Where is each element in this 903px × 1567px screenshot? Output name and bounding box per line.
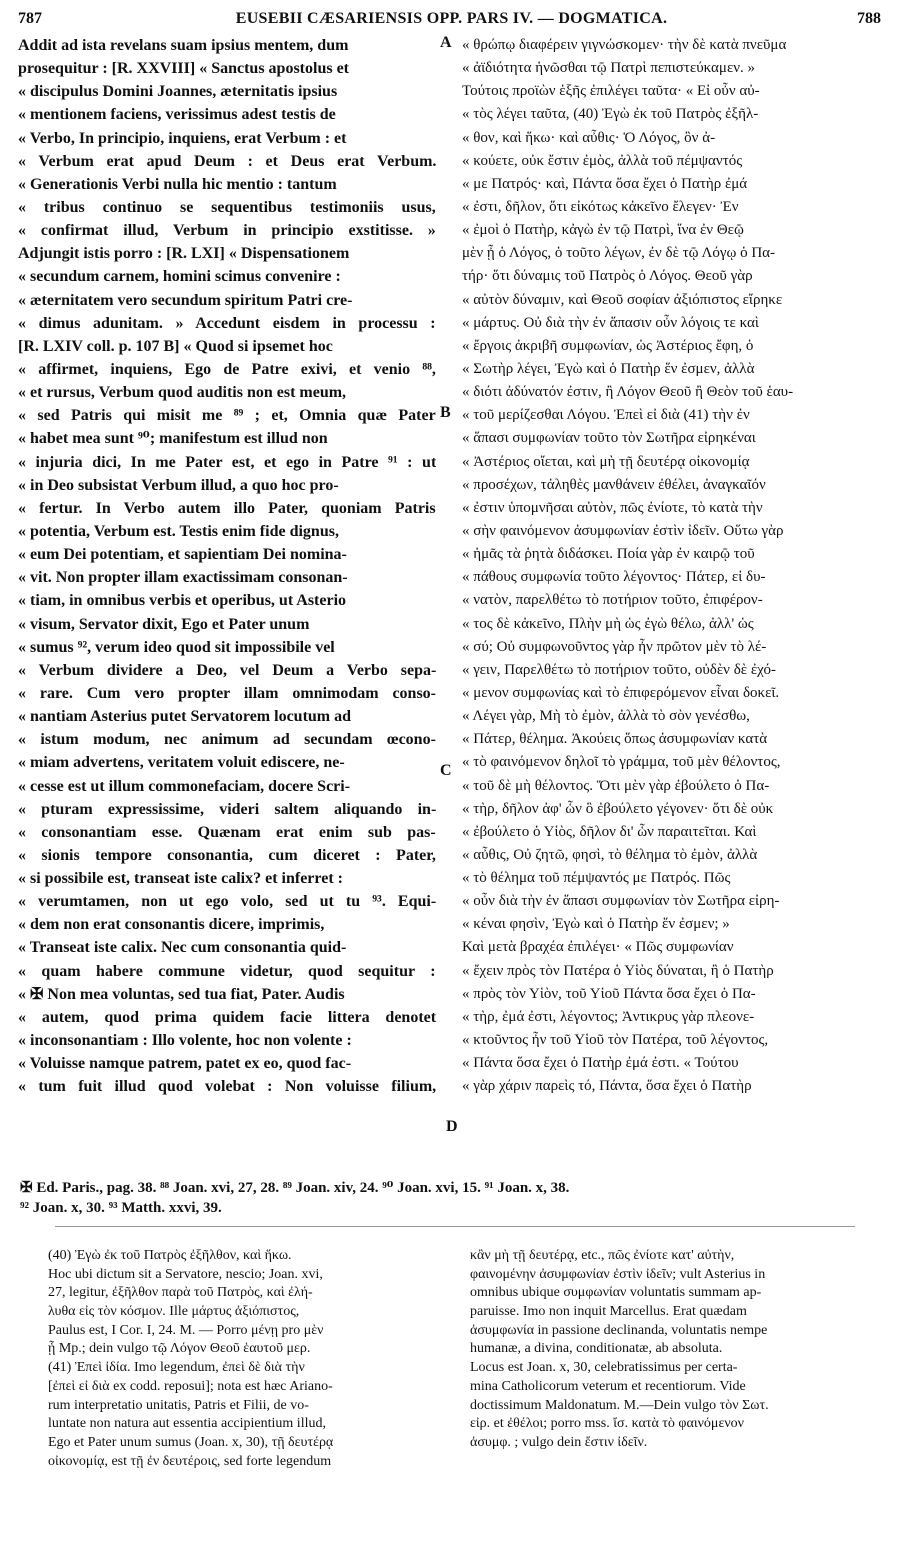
text-line: « sumus ⁹², verum ideo quod sit impossibile vel [18,638,335,656]
note-line: paruisse. Imo non inquit Marcellus. Erat quædam [470,1304,747,1320]
margin-letter-d: D [446,1118,458,1135]
text-line: « Verbum dividere a Deo, vel Deum a Verbo sepa- [18,661,436,679]
text-line: « κτοῦντος ἦν τοῦ Υἱοῦ τὸν Πατέρα, τοῦ λέγοντος, [462,1032,769,1049]
notes-left-column [48,1247,448,1471]
text-line: « ἡμᾶς τὰ ῥητὰ διδάσκει. Ποία γὰρ ἐν καιρῷ τοῦ [462,546,755,563]
text-line: « αὖθις, Οὐ ζητῶ, φησὶ, τὸ θέλημα τὸ ἐμὸν, ἀλλὰ [462,846,758,863]
text-line: « οὖν διὰ τὴν ἐν ἅπασι συμφωνίαν τὸν Σωτῆρα εἰρη- [462,893,780,910]
margin-letter-a: A [440,34,452,51]
text-line: « si possibile est, transeat iste calix? et inferret : [18,870,343,888]
page-number-right: 788 [857,10,881,27]
greek-column [462,34,882,1098]
note-line: humanæ, a divina, conditionatæ, ab absoluta. [470,1341,723,1357]
note-line: rum interpretatio unitatis, Patris et Filii, de vo- [48,1397,309,1413]
note-line: Ego et Pater unum sumus (Joan. x, 30), τῇ δευτέρᾳ [48,1434,334,1450]
text-line: « ἐβούλετο ὁ Υἱὸς, δῆλον δι' ὧν παραιτεῖται. Καὶ [462,823,757,840]
notes-right-column [470,1247,882,1453]
note-line: κἂν μὴ τῇ δευτέρᾳ, etc., πῶς ἐνίοτε κατ' αὐτὴν, [470,1248,735,1263]
text-line: « injuria dici, In me Pater est, et ego in Patre ⁹¹ : ut [18,453,436,471]
note-line: omnibus ubique συμφωνίαν voluntatis summam ap- [470,1285,762,1301]
text-line: « προσέχων, τἀληθὲς μανθάνειν ἐθέλει, ἀναγκαῖόν [462,476,766,493]
note-line: εἰρ. et ἐθέλοι; porro mss. ἴσ. κατὰ τὸ φαινόμενον [470,1416,744,1432]
note-line: 27, legitur, ἐξῆλθον παρὰ τοῦ Πατρὸς, καὶ ἐλή- [48,1285,313,1301]
text-line: « αὐτὸν δύναμιν, καὶ Θεοῦ σοφίαν ἀξιόπιστος εἴρηκε [462,291,783,308]
page-number-left: 787 [18,10,42,27]
text-line: « dem non erat consonantis dicere, imprimis, [18,916,325,934]
text-line: « τοῦ δὲ μὴ θέλοντος. Ὅτι μὲν γὰρ ἐβούλετο ὁ Πα- [462,777,770,794]
text-line: « vit. Non propter illam exactissimam consonan- [18,569,348,587]
text-line: « secundum carnem, homini scimus convenire : [18,268,341,286]
text-line: « discipulus Domini Joannes, æternitatis ipsius [18,83,338,101]
text-line: « πάθους συμφωνία τοῦτο λέγοντος· Πάτερ, εἰ δυ- [462,569,766,586]
text-line: « rare. Cum vero propter illam omnimodam conso- [18,684,436,702]
note-line: λυθα εἰς τὸν κόσμον. Ille μάρτυς ἀξιόπιστος, [48,1304,300,1320]
text-line: « Πάντα ὅσα ἔχει ὁ Πατὴρ ἐμά ἐστι. « Τούτου [462,1055,739,1072]
text-line: Addit ad ista revelans suam ipsius mentem, dum [18,37,349,54]
text-line: « dimus adunitam. » Accedunt eisdem in processu : [18,314,436,332]
text-line: « τὴρ, ἐμά ἐστι, λέγοντος; Ἀντικρυς γὰρ πλεονε- [462,1008,755,1025]
text-line: « tiam, in omnibus verbis et operibus, ut Asterio [18,592,347,610]
text-line: « affirmet, inquiens, Ego de Patre exivi, et venio ⁸⁸, [18,360,436,378]
text-line: « et rursus, Verbum quod auditis non est meum, [18,384,347,402]
text-line: μὲν ᾖ ὁ Λόγος, ὁ τοῦτο λέγων, ἐν δὲ τῷ Λόγῳ ὁ Πα- [462,245,776,262]
text-line: « inconsonantiam : Illo volente, hoc non volente : [18,1032,352,1050]
text-line: « τοῦ μερίζεσθαι Λόγου. Ἐπεὶ εἰ διὰ (41) τὴν ἐν [462,407,750,424]
text-line: « tribus continuo se sequentibus testimoniis usus, [18,198,436,216]
text-line: « σὴν φαινόμενον ἀσυμφωνίαν ἐστὶν ἰδεῖν. Οὕτω γὰρ [462,522,784,539]
text-line: « Σωτὴρ λέγει, Ἐγὼ καὶ ὁ Πατὴρ ἕν ἐσμεν, ἀλλὰ [462,360,755,377]
text-line: « nantiam Asterius putet Servatorem locutum ad [18,708,352,726]
note-line: Hoc ubi dictum sit a Servatore, nescio; Joan. xvi, [48,1266,323,1282]
text-line: « θρώπῳ διαφέρειν γιγνώσκομεν· τὴν δὲ κατὰ πνεῦμα [462,37,787,53]
text-line: « ἅπασι συμφωνίαν τοῦτο τὸν Σωτῆρα εἰρηκέναι [462,430,756,447]
text-line: prosequitur : [R. XXVIII] « Sanctus apostolus et [18,60,350,78]
note-line: [ἐπεὶ εἰ διὰ ex codd. reposui]; nota est hæc Ariano- [48,1378,333,1394]
note-line: ἀσυμφωνία in passione declinanda, voluntatis nempe [470,1322,768,1338]
text-line: « Transeat iste calix. Nec cum consonantia quid- [18,939,347,957]
text-line: « ἐμοὶ ὁ Πατὴρ, κἀγὼ ἐν τῷ Πατρὶ, ἵνα ἐν Θεῷ [462,222,744,239]
note-line: (40) Ἐγὼ ἐκ τοῦ Πατρὸς ἐξῆλθον, καὶ ἥκω. [48,1248,292,1263]
text-line: « potentia, Verbum est. Testis enim fide dignus, [18,522,339,540]
text-line: « ἀϊδιότητα ἡνῶσθαι τῷ Πατρὶ πεπιστεύκαμεν. » [462,60,756,77]
text-line: « cesse est ut illum commonefaciam, docere Scri- [18,777,351,795]
running-title: EUSEBII CÆSARIENSIS OPP. PARS IV. — DOGMATICA. [235,10,668,27]
text-line: « sionis tempore consonantia, cum diceret : Pater, [18,846,436,864]
text-line: « νατὸν, παρελθέτω τὸ ποτήριον τοῦτο, ἐπιφέρον- [462,592,763,609]
text-line: « θον, καὶ ἥκω· καὶ αὖθις· Ὁ Λόγος, ὃν ἀ- [462,129,716,146]
text-line: « habet mea sunt ⁹⁰; manifestum est illud non [18,430,328,448]
text-line: « Generationis Verbi nulla hic mentio : tantum [18,175,337,193]
text-line: « ἔργοις ἀκριβῆ συμφωνίαν, ὡς Ἀστέριος ἔφη, ὁ [462,337,754,354]
text-line: « κούετε, οὐκ ἔστιν ἐμὸς, ἀλλὰ τοῦ πέμψαντός [462,152,743,169]
text-line: « autem, quod prima quidem facie littera denotet [18,1008,436,1026]
text-line: « τὸ φαινόμενον δηλοῖ τὸ γράμμα, τοῦ μὲν θέλοντος, [462,754,781,771]
text-line: « sed Patris qui misit me ⁸⁹ ; et, Omnia quæ Pater [18,407,436,425]
text-line: « ἐστιν ὑπομνῆσαι αὐτὸν, πῶς ἐνίοτε, τὸ κατὰ τὴν [462,499,763,516]
reference-line: ✠ Ed. Paris., pag. 38. ⁸⁸ Joan. xvi, 27, 28. ⁸⁹ Joan. xiv, 24. ⁹⁰ Joan. xvi, 15. ⁹¹ Joan. x, 38. [20,1180,570,1196]
text-line: « confirmat illud, Verbum in principio exstitisse. » [18,222,436,240]
text-line: « mentionem faciens, verissimus adest testis de [18,106,336,124]
text-line: « σύ; Οὐ συμφωνοῦντος γὰρ ἦν πρῶτον μὲν τὸ λέ- [462,638,767,655]
text-line: « æternitatem vero secundum spiritum Patri cre- [18,291,353,309]
text-line: « Ἀστέριος οἴεται, καὶ μὴ τῇ δευτέρᾳ οἰκονομίᾳ [462,453,750,470]
text-line: « Πάτερ, θέλημα. Ἀκούεις ὅπως ἀσυμφωνίαν κατὰ [462,731,768,748]
margin-letter-c: C [440,762,452,779]
note-line: ᾖ Mp.; dein vulgo τῷ Λόγον Θεοῦ ἑαυτοῦ μερ. [48,1341,311,1357]
note-line: ἀσυμφ. ; vulgo dein ἔστιν ἰδεῖν. [470,1434,648,1450]
text-line: « μενον συμφωνίας καὶ τὸ ἐπιφερόμενον εἶναι δοκεῖ. [462,684,780,701]
note-line: doctissimum Maldonatum. M.—Dein vulgo τὸν Σωτ. [470,1397,769,1413]
text-line: « πρὸς τὸν Υἱὸν, τοῦ Υἱοῦ Πάντα ὅσα ἔχει ὁ Πα- [462,985,756,1002]
note-line: luntate non natura aut essentia accipientium illud, [48,1416,326,1432]
text-line: « tum fuit illud quod volebat : Non voluisse filium, [18,1078,436,1096]
text-line: « istum modum, nec animum ad secundam œcono- [18,731,436,749]
text-line: « Verbum erat apud Deum : et Deus erat Verbum. [18,152,436,170]
text-line: « ἔχειν πρὸς τὸν Πατέρα ὁ Υἱὸς δύναται, ἢ ὁ Πατὴρ [462,962,774,979]
text-line: Adjungit istis porro : [R. LXI] « Dispensationem [18,245,350,263]
text-line: « quam habere commune videtur, quod sequitur : [18,962,436,980]
note-line: mina Catholicorum veterum et recentiorum. Vide [470,1378,746,1394]
text-line: [R. LXIV coll. p. 107 B] « Quod si ipsemet hoc [18,337,333,355]
note-line: φαινομένην ἀσυμφωνίαν ἐστὶν ἰδεῖν; vult Asterius in [470,1266,766,1282]
note-line: Locus est Joan. x, 30, celebratissimus per certa- [470,1360,738,1376]
text-line: « verumtamen, non ut ego volo, sed ut tu ⁹³. Equi- [18,893,436,911]
text-line: Καὶ μετὰ βραχέα ἐπιλέγει· « Πῶς συμφωνίαν [462,939,734,956]
text-line: « τος δὲ κἀκεῖνο, Πλὴν μὴ ὡς ἐγὼ θέλω, ἀλλ' ὡς [462,615,754,632]
text-line: Τούτοις προϊὼν ἑξῆς ἐπιλέγει ταῦτα· « Εἰ οὖν αὐ- [462,83,760,100]
text-line: « μάρτυς. Οὐ διὰ τὴν ἐν ἅπασιν οὖν λόγοις τε καὶ [462,314,759,331]
text-line: « in Deo subsistat Verbum illud, a quo hoc pro- [18,476,339,494]
text-line: « fertur. In Verbo autem illo Pater, quoniam Patris [18,499,436,517]
text-line: τήρ· ὅτι δύναμις τοῦ Πατρὸς ὁ Λόγος. Θεοῦ γὰρ [462,268,753,285]
reference-line: ⁹² Joan. x, 30. ⁹³ Matth. xxvi, 39. [20,1200,222,1216]
text-line: « ✠ Non mea voluntas, sed tua fiat, Pater. Audis [18,985,345,1003]
notes-divider [55,1226,855,1227]
text-line: « ἐστι, δῆλον, ὅτι εἰκότως κἀκεῖνο ἔλεγεν· Ἐν [462,198,739,215]
note-line: οἰκονομίᾳ, est τῇ ἐν δευτέροις, sed forte legendum [48,1453,332,1469]
scripture-references [20,1178,890,1218]
text-line: « με Πατρός· καὶ, Πάντα ὅσα ἔχει ὁ Πατὴρ ἐμά [462,175,748,192]
text-line: « consonantiam esse. Quænam erat enim sub pas- [18,823,436,841]
text-line: « διότι ἀδύνατόν ἐστιν, ἢ Λόγον Θεοῦ ἢ Θεὸν τοῦ ἑαυ- [462,384,794,401]
text-line: « miam advertens, veritatem voluit ediscere, ne- [18,754,345,772]
margin-letter-b: B [440,404,451,421]
text-line: « pturam expressissime, videri saltem aliquando in- [18,800,436,818]
text-line: « visum, Servator dixit, Ego et Pater unum [18,615,310,633]
text-line: « τὸς λέγει ταῦτα, (40) Ἐγὼ ἐκ τοῦ Πατρὸς ἐξῆλ- [462,106,759,123]
latin-column [18,34,436,1098]
text-line: « γὰρ χάριν παρεὶς τό, Πάντα, ὅσα ἔχει ὁ Πατὴρ [462,1078,752,1095]
text-line: « τὸ θέλημα τοῦ πέμψαντός με Πατρός. Πῶς [462,870,731,887]
text-line: « Voluisse namque patrem, patet ex eo, quod fac- [18,1055,352,1073]
text-line: « Verbo, In principio, inquiens, erat Verbum : et [18,129,347,147]
note-line: (41) Ἐπεὶ ἰδία. Imo legendum, ἐπεὶ δὲ διὰ τὴν [48,1360,305,1376]
text-line: « τὴρ, δῆλον ἀφ' ὧν ὃ ἐβούλετο γέγονεν· ὅτι δὲ οὐκ [462,800,774,817]
text-line: « eum Dei potentiam, et sapientiam Dei nomina- [18,546,347,564]
text-line: « γειν, Παρελθέτω τὸ ποτήριον τοῦτο, οὐδὲν δὲ ἐχό- [462,661,776,678]
text-line: « Λέγει γὰρ, Μὴ τὸ ἐμὸν, ἀλλὰ τὸ σὸν γενέσθω, [462,708,750,725]
note-line: Paulus est, I Cor. I, 24. M. — Porro μένῃ pro μὲν [48,1322,324,1338]
text-line: « κέναι φησὶν, Ἐγὼ καὶ ὁ Πατὴρ ἕν ἐσμεν; » [462,916,730,933]
